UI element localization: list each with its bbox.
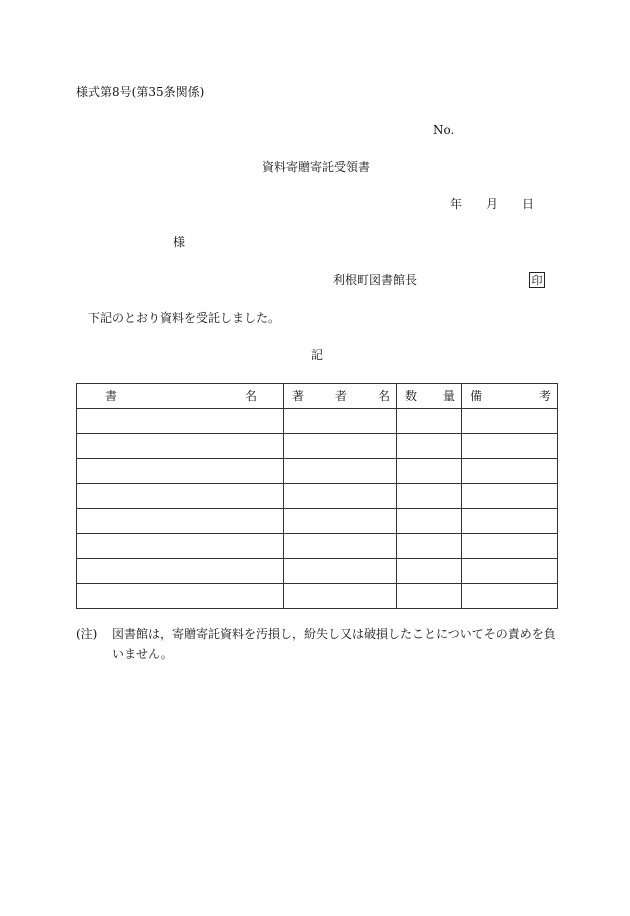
cell-remarks [462, 534, 558, 559]
cell-remarks [462, 409, 558, 434]
note-prefix: (注) [76, 627, 98, 641]
header-author-char: 名 [377, 389, 390, 403]
cell-remarks [462, 559, 558, 584]
table-row [77, 559, 558, 584]
table-row [77, 534, 558, 559]
cell-remarks [462, 484, 558, 509]
cell-title [77, 409, 284, 434]
cell-remarks [462, 584, 558, 609]
cell-author [284, 559, 397, 584]
cell-quantity [397, 509, 462, 534]
header-title-char: 書 [105, 389, 118, 403]
cell-quantity [397, 484, 462, 509]
cell-remarks [462, 434, 558, 459]
date-day-label: 日 [522, 197, 535, 211]
seal-mark: 印 [529, 272, 545, 288]
cell-remarks [462, 459, 558, 484]
header-title-char: 名 [244, 389, 257, 403]
cell-title [77, 584, 284, 609]
note-continuation: いません。 [112, 647, 173, 661]
cell-author [284, 434, 397, 459]
table-row [77, 459, 558, 484]
issuer-name: 利根町図書館長 [333, 273, 418, 287]
table-row [77, 584, 558, 609]
note-text: 図書館は，寄贈寄託資料を汚損し，紛失し又は破損したことについてその責めを負 [112, 627, 556, 641]
header-title [77, 384, 284, 409]
table-row [77, 434, 558, 459]
cell-quantity [397, 534, 462, 559]
cell-quantity [397, 409, 462, 434]
cell-quantity [397, 459, 462, 484]
header-remarks [462, 384, 558, 409]
addressee-suffix: 様 [173, 235, 186, 249]
cell-title [77, 434, 284, 459]
cell-title [77, 559, 284, 584]
cell-author [284, 409, 397, 434]
date-month-label: 月 [486, 197, 499, 211]
header-remarks-char: 考 [538, 389, 551, 403]
cell-title [77, 459, 284, 484]
header-author-char: 者 [334, 389, 347, 403]
document-number-label: No. [433, 123, 455, 137]
header-quantity-char: 数 [405, 389, 418, 403]
cell-author [284, 534, 397, 559]
cell-title [77, 534, 284, 559]
body-text: 下記のとおり資料を受託しました。 [88, 311, 281, 325]
cell-author [284, 509, 397, 534]
ki-heading: 記 [311, 348, 324, 362]
cell-author [284, 484, 397, 509]
document-title: 資料寄贈寄託受領書 [262, 160, 371, 174]
cell-title [77, 509, 284, 534]
header-remarks-char: 備 [470, 389, 483, 403]
cell-title [77, 484, 284, 509]
cell-quantity [397, 559, 462, 584]
note [76, 624, 566, 664]
table-row [77, 484, 558, 509]
cell-author [284, 584, 397, 609]
header-author [284, 384, 397, 409]
header-quantity-char: 量 [442, 389, 455, 403]
items-table [76, 383, 558, 609]
header-author-char: 著 [292, 389, 305, 403]
table-body [77, 409, 558, 609]
note-line [76, 624, 566, 644]
header-quantity [397, 384, 462, 409]
date-year-label: 年 [450, 197, 463, 211]
cell-quantity [397, 584, 462, 609]
table-row [77, 409, 558, 434]
cell-quantity [397, 434, 462, 459]
form-number: 様式第8号(第35条関係) [76, 85, 205, 99]
cell-author [284, 459, 397, 484]
cell-remarks [462, 509, 558, 534]
table-row [77, 509, 558, 534]
table-header-row [77, 384, 558, 409]
